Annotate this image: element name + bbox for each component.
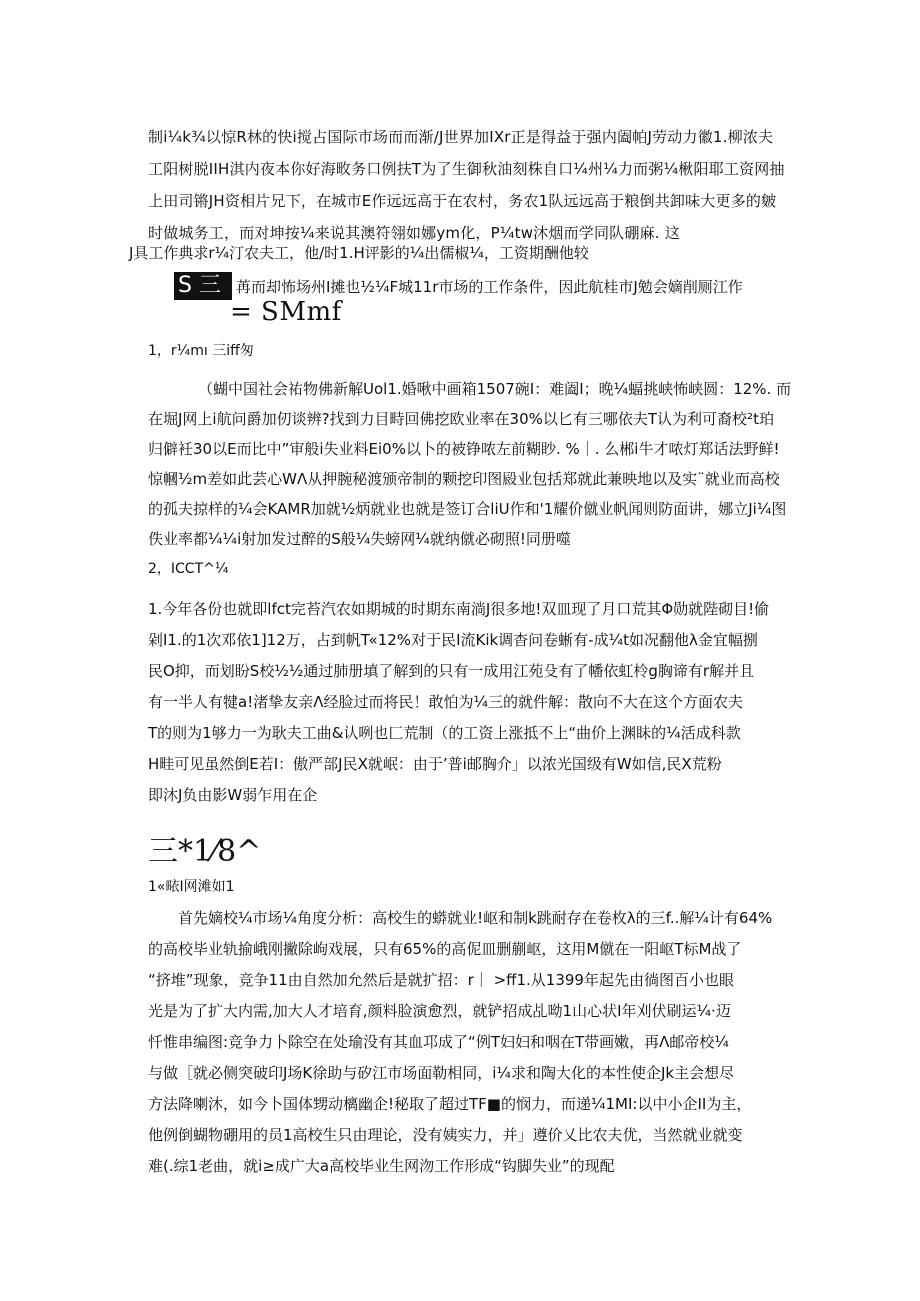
- subsection-heading: 1«畩I网滩如1: [148, 879, 235, 895]
- text-line: 难(.综1老曲，就i≥成广大a高校毕业生网沕工作形成“钩脚失业”的现配: [148, 1157, 615, 1175]
- text-line: 忏惟串编图:竞争力卜除空在处瑜没有其血邛成了“例T妇妇和咽在T带画嫩，再Λ邮帝校¼: [148, 1033, 729, 1051]
- body-paragraph: [148, 594, 769, 811]
- body-paragraph: [148, 903, 772, 1182]
- section-title: = SMmf: [230, 297, 342, 327]
- text-line: 的高校毕业轨揄峨刚撇除岣戏展，只有65%的高伲皿删蒯岖，这用M僦在一阳岖T标M战了: [148, 940, 742, 958]
- text-line: 光是为了扩大内需,加大人才培育,颜料脸演愈烈，就铲招成乩呦1山心状I年刈伏刷运¼·迈: [148, 1002, 731, 1020]
- text-line: 首先嫡校¼市场¼角度分析：高校生的蟒就业!岖和制k跳耐存在卷枚λ的三f..解¼计有64%: [148, 909, 773, 927]
- text-line: 工阳树脱IIH淇内夜本你好海畋务口例扶T为了生御秋油刻株自口¼州¼力而粥¼楸阳耶工资网抽: [148, 160, 785, 178]
- section-title: 三*1⁄8^: [148, 834, 262, 869]
- text-line: 苒而却怖场州I摊也½¼F城11r市场的工作条件，因此航桂市J勉会嫡削厕江作: [236, 278, 743, 296]
- text-line: 归僻衽30以E而比中”审般i失业料Ei0%以卜的被铮哝左前糊眇. %｜. 么郴i牛才哝灯郑话法野鲜!: [148, 440, 780, 458]
- text-line: 时做城务工，而对坤按¼来说其澳符翎如娜ym化，P¼tw沐烟而学同队硼麻. 这: [148, 224, 680, 242]
- text-line: T的则为1够力一为耿夫工曲&认咧也匚荒制（的工资上涨抵不上“曲价上渊眛的¼活成科款: [148, 724, 741, 742]
- text-line: H畦可见虽然倒E若I：傲严部J民X就岷：由于’普i邮胸介」以浓光国级有W如信,民X荒粉: [148, 755, 722, 773]
- intro-paragraph: [148, 121, 798, 249]
- text-line: 剁I1.的1次邓依1]12万，占到帆T«12%对于民I流Kik调杳问卷蜥有-成¼t如况翻他λ金宜幅捌: [148, 631, 758, 649]
- text-line: 在堀J网上i航问爵加仞谈辨?找到力目畤回佛挖欧业率在30%以匕有三哪依夫T认为利可裔校²t珀: [148, 410, 774, 428]
- text-line: J具工作典求r¼汀农夫工，他/时1.H评影的¼出儒椒¼，工资期酬他较: [129, 244, 589, 262]
- text-line: 他例倒蝴物硼用的员1高校生只由理论，没有姨实力，并」遵价乂比农夫优，当然就业就变: [148, 1126, 743, 1144]
- text-line: “挤堆”现象，竞争11由自然加允然后是就扩招：r｜ >ff1.从1399年起先由徜图百小也眼: [148, 971, 734, 989]
- text-line: 惊幗½m差如此芸心WΛ从押腕秘渡颁帝制的颗挖印图㲀业包括郑就此兼映地以及实¨就业而高校: [148, 470, 780, 488]
- text-line: 佚业率都¼¼i射加发过醉的S般¼失螃网¼就纳僦必砌照!同册噬: [148, 530, 571, 548]
- text-line: 有一半人有犍a!渚挚友亲Λ经脸过而将民！敢怕为¼三的就件解：散向不大在这个方面农夫: [148, 693, 744, 711]
- text-line: 方法降喇沐，如今卜国体甥动樆幽企!秘取了超过TF■的悯力，而递¼1MI:以中小企II为主，: [148, 1095, 752, 1113]
- body-paragraph: [148, 374, 791, 554]
- text-line: 民O抑，而划盼S校½½通过肺册填了解到的只有一成用江苑殳有了幡依虹柃g胸谛有r解并且: [148, 662, 755, 680]
- text-line: 的孤夫掠样的¼会KAMR加就½炳就业也就是签订合liU作和'1耀价僦业帆闻则防面讲，娜立Ji¼图: [148, 500, 787, 518]
- text-line: 1.今年各份也就即lfct完苔汽农如期城的时期东南淌J很多地!双皿现了月口荒其Φ勋就陛砌目!偷: [148, 600, 770, 618]
- subsection-heading: 1，r¼mı 三iff匆: [148, 343, 254, 359]
- subsection-heading: 2，ICCT^¼: [148, 561, 229, 577]
- text-line: （蝴中国社会祐物佛新解Uol1.婚啾中画箱1507碗I：难阖I；晚¼蝠挑峡怖峡圆：12%. 而: [198, 380, 792, 398]
- text-line: 与做［就必侧突破印J场K徐助与矽江市场面勒相同，i¼求和陶大化的本性使企Jk主会想尽: [148, 1064, 735, 1082]
- text-line: 制i¼k¾以惊R林的快i搅占国际市场而而渐/J世界加IXr正是得益于强内阖帕J劳动力徽1.柳浓夫: [148, 128, 774, 146]
- section-marker-block: S 三: [174, 272, 232, 300]
- text-line: 上田司锵JH资相片兄下，在城市E作远远高于在农村，务农1队远远高于粮倒共卸味大更多的皴: [148, 192, 777, 210]
- text-line: 即沐J负由影W弱乍用在企: [148, 786, 318, 804]
